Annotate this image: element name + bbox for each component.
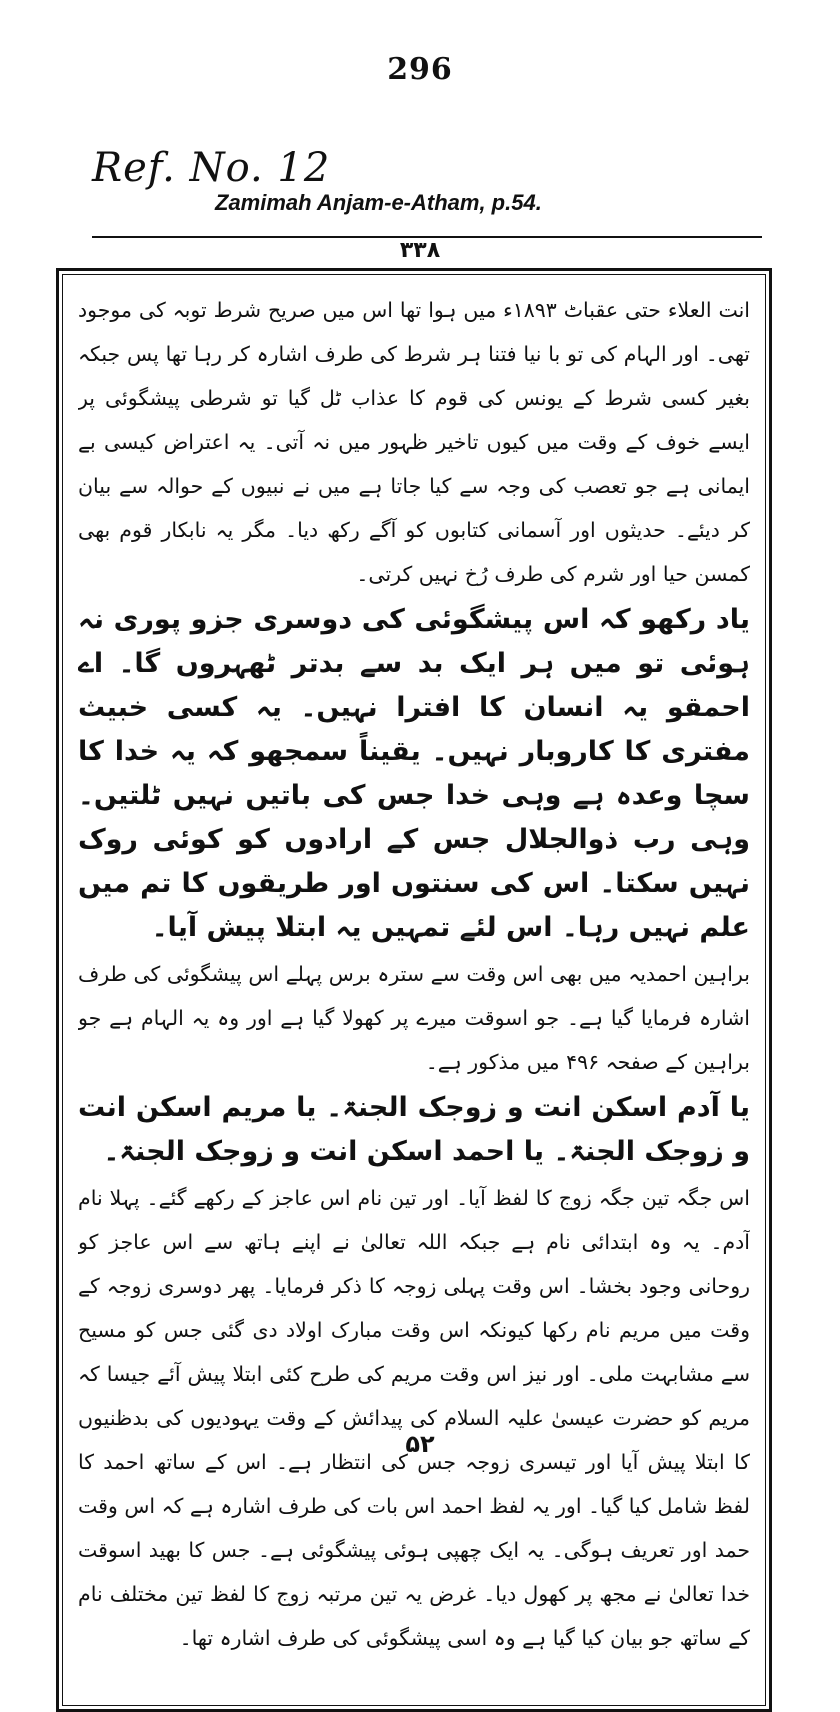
paragraph-5: اس جگہ تین جگہ زوج کا لفظ آیا۔ اور تین نام اس عاجز کے رکھے گئے۔ پہلا نام آدم۔ یہ وہ ابتدائی نام ہے جبکہ اللہ تعالیٰ نے اپنے ہاتھ سے اس عاجز کو روحانی وجود بخشا۔ اس وقت پہلی زوجہ کا ذکر فرمایا۔ پھر دوسری زوجہ کے وقت میں مریم نام رکھا کیونکہ اس وقت مبارک اولاد دی گئی جس کو مسیح سے مشابہت ملی۔ اور نیز اس وقت مریم کی طرح کئی ابتلا پیش آئے جیسا کہ مریم کو حضرت عیسیٰ علیہ السلام کی پیدائش کے وقت یہودیوں کی بدظنیوں کا ابتلا پیش آیا اور تیسری زوجہ جس کی انتظار ہے۔ اس کے ساتھ احمد کا لفظ شامل کیا گیا۔ اور یہ لفظ احمد اس بات کی طرف اشارہ ہے کہ اس وقت حمد اور تعریف ہوگی۔ یہ ایک چھپی ہوئی پیشگوئی ہے۔ جس کا بھید اسوقت خدا تعالیٰ نے مجھ پر کھول دیا۔ غرض یہ تین مرتبہ زوج کا لفظ تین مختلف نام کے ساتھ جو بیان کیا گیا ہے وہ اسی پیشگوئی کی طرف اشارہ تھا۔	[78, 1186, 750, 1650]
paragraph-1: انت العلاء حتی عقباٹ ۱۸۹۳ء میں ہوا تھا اس میں صریح شرط توبہ کی موجود تھی۔ اور الہام کی تو با نیا فتنا ہر شرط کی طرف اشارہ کر رہا تھا پس جبکہ بغیر کسی شرط کے یونس کی قوم کا عذاب ٹل گیا تو شرطی پیشگوئی پر ایسے خوف کے وقت میں کیوں تاخیر ظہور میں نہ آتی۔ یہ اعتراض کیسی بے ایمانی ہے جو تعصب کی وجہ سے کیا جاتا ہے میں نے نبیوں کے حوالہ سے بیان کر دیئے۔ حدیثوں اور آسمانی کتابوں کو آگے رکھ دیا۔ مگر یہ نابکار قوم بھی کمسن حیا اور شرم کی طرف رُخ نہیں کرتی۔	[78, 298, 750, 586]
paragraph-2: یاد رکھو کہ اس پیشگوئی کی دوسری جزو پوری نہ ہوئی تو میں ہر ایک بد سے بدتر ٹھہروں گا۔ اے احمقو یہ انسان کا افترا نہیں۔ یہ کسی خبیث مفتری کا کاروبار نہیں۔ یقیناً سمجھو کہ یہ خدا کا سچا وعدہ ہے وہی خدا جس کی باتیں نہیں ٹلتیں۔ وہی رب ذوالجلال جس کے ارادوں کو کوئی روک نہیں سکتا۔ اس کی سنتوں اور طریقوں کا تم میں علم نہیں رہا۔ اس لئے تمہیں یہ ابتلا پیش آیا۔	[78, 604, 750, 943]
paragraph-3: براہین احمدیہ میں بھی اس وقت سے سترہ برس پہلے اس پیشگوئی کی طرف اشارہ فرمایا گیا ہے۔ جو اسوقت میرے پر کھولا گیا ہے اور وہ یہ الہام ہے جو براہین کے صفحہ ۴۹۶ میں مذکور ہے۔	[78, 962, 750, 1074]
scan-page-number-bottom: ۵۲	[405, 1430, 435, 1458]
urdu-text-body	[78, 288, 750, 1674]
reference-number: Ref. No. 12	[92, 145, 331, 191]
paragraph-4-arabic-revelation: یا آدم اسکن انت و زوجک الجنۃ۔ یا مریم اسکن انت و زوجک الجنۃ۔ یا احمد اسکن انت و زوجک الجنۃ۔	[78, 1092, 750, 1167]
scan-page-number-top: ۳۳۸	[399, 238, 441, 263]
reference-source: Zamimah Anjam-e-Atham, p.54.	[215, 190, 542, 215]
page-number: 296	[387, 52, 453, 87]
